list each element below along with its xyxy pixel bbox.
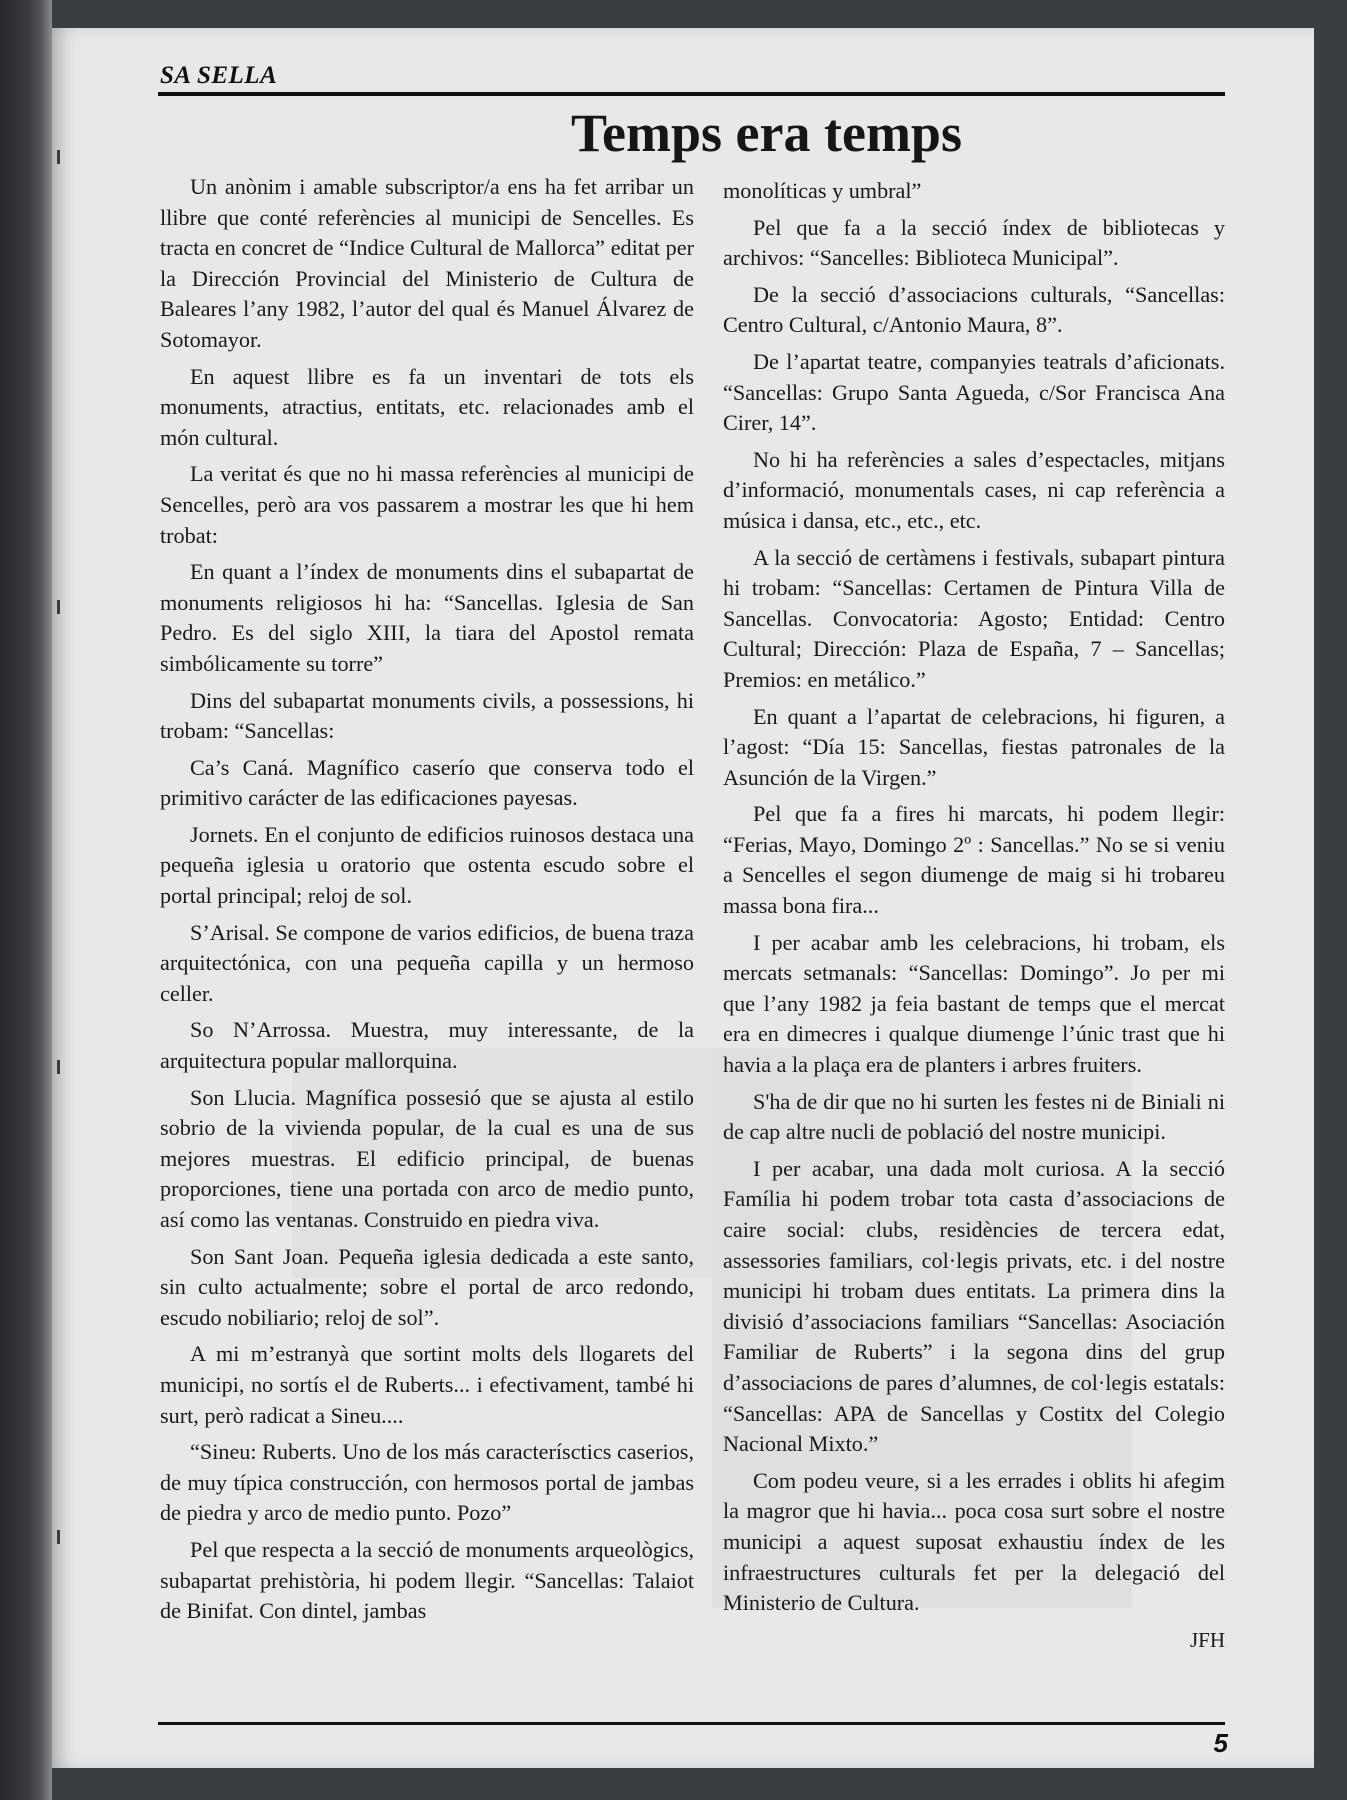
paragraph: “Sineu: Ruberts. Uno de los más caracterísctics caserios, de muy típica construcción, con hermosos portal de jambas de piedra y arco de medio punto. Pozo” [160,1439,694,1526]
paragraph: En quant a l’apartat de celebracions, hi figuren, a l’agost: “Día 15: Sancellas, fiestas patronales de la Asunción de la Virgen.” [723,703,1225,790]
left-column [160,172,694,1633]
paragraph: Son Sant Joan. Pequeña iglesia dedicada a este santo, sin culto actualmente; sobre el portal de arco redondo, escudo nobiliario; reloj de sol”. [160,1243,694,1330]
header-rule [158,92,1225,96]
paragraph: So N’Arrossa. Muestra, muy interessante, de la arquitectura popular mallorquina. [160,1017,694,1074]
paragraph: Pel que fa a la secció índex de bibliotecas y archivos: “Sancelles: Biblioteca Municipal”. [723,214,1225,271]
paragraph: No hi ha referències a sales d’espectacles, mitjans d’informació, monumentals cases, ni cap referència a música i dansa, etc., etc., etc. [723,446,1225,533]
paragraph: Com podeu veure, si a les errades i oblits hi afegim la magror que hi havia... poca cosa surt sobre el nostre municipi a aquest suposat exhaustiu índex de les infraestructures culturals fet per la delegació del Ministerio de Cultura. [723,1467,1225,1616]
paragraph: Son Llucia. Magnífica possesió que se ajusta al estilo sobrio de la vivienda popular, de la cual es una de sus mejores muestras. El edificio principal, de buenas proporciones, tiene una portada con arco de medio punto, así como las ventanas. Construido en piedra viva. [160,1084,694,1232]
paragraph: S’Arisal. Se compone de varios edificios, de buena traza arquitectónica, con una pequeña capilla y un hermoso celler. [160,919,694,1006]
binding-mark [57,1060,60,1074]
footer-rule [158,1722,1225,1725]
binding-mark [57,1530,60,1544]
paragraph: Ca’s Caná. Magnífico caserío que conserva todo el primitivo carácter de las edificaciones payesas. [160,754,694,811]
paragraph: monolíticas y umbral” [723,178,922,203]
binding-mark [57,600,60,614]
paragraph: En quant a l’índex de monuments dins el subapartat de monuments religiosos hi ha: “Sancellas. Iglesia de San Pedro. Es del siglo XIII, la tiara del Apostol remata simbólicamente su torre” [160,559,694,676]
page-number: 5 [1213,1728,1228,1758]
paragraph: Pel que fa a fires hi marcats, hi podem llegir: “Ferias, Mayo, Domingo 2º : Sancellas.” No se si veniu a Sencelles el segon diumenge de maig si hi trobareu massa bona fira... [723,801,1225,919]
author-signature: JFH [1189,1627,1225,1652]
paragraph: De la secció d’associacions culturals, “Sancellas: Centro Cultural, c/Antonio Maura, 8”. [723,281,1225,338]
article-title: Temps era temps [571,103,962,163]
paragraph: Un anònim i amable subscriptor/a ens ha fet arribar un llibre que conté referències al municipi de Sencelles. Es tracta en concret de “Indice Cultural de Mallorca” editat per la Dirección Provincial del Ministerio de Cultura de Baleares l’any 1982, l’autor del qual és Manuel Álvarez de Sotomayor. [160,174,694,352]
paragraph: I per acabar, una dada molt curiosa. A la secció Família hi podem trobar tota casta d’associacions de caire social: clubs, residències de tercera edat, assessories familiars, col·legis privats, etc. i del nostre municipi hi trobam dues entitats. La primera dins la divisió d’associacions familiars “Sancellas: Asociación Familiar de Ruberts” i la segona dins del grup d’associacions de pares d’alumnes, de col·legis estatals: “Sancellas: APA de Sancellas y Costitx del Colegio Nacional Mixto.” [723,1155,1225,1457]
paragraph: De l’apartat teatre, companyies teatrals d’aficionats. “Sancellas: Grupo Santa Agueda, c/Sor Francisca Ana Cirer, 14”. [723,348,1225,436]
paragraph: Jornets. En el conjunto de edificios ruinosos destaca una pequeña iglesia u oratorio que ostenta escudo sobre el portal principal; reloj de sol. [160,821,694,909]
paragraph: I per acabar amb les celebracions, hi trobam, els mercats setmanals: “Sancellas: Domingo”. Jo per mi que l’any 1982 ja feia bastant de temps que el mercat era en dimecres i qualque diumenge l’únic trast que hi havia a la plaça era de planters i arbres fruiters. [723,929,1225,1078]
binding-mark [57,150,60,164]
paragraph: S'ha de dir que no hi surten les festes ni de Biniali ni de cap altre nucli de població del nostre municipi. [723,1088,1225,1145]
paragraph: A mi m’estranyà que sortint molts dels llogarets del municipi, no sortís el de Ruberts... i efectivament, també hi surt, però radicat a Sineu.... [160,1341,694,1428]
paragraph: Dins del subapartat monuments civils, a possessions, hi trobam: “Sancellas: [160,687,694,744]
book-spine [0,0,52,1800]
running-head: SA SELLA [160,62,278,89]
paragraph: La veritat és que no hi massa referències al municipi de Sencelles, però ara vos passarem a mostrar les que hi hem trobat: [160,461,694,548]
right-column [723,176,1225,1661]
paragraph: Pel que respecta a la secció de monuments arqueològics, subapartat prehistòria, hi podem llegir. “Sancellas: Talaiot de Binifat. Con dintel, jambas [160,1536,694,1624]
paragraph: A la secció de certàmens i festivals, subapart pintura hi trobam: “Sancellas: Certamen de Pintura Villa de Sancellas. Convocatoria: Agosto; Entidad: Centro Cultural; Dirección: Plaza de España, 7 – Sancellas; Premios: en metálico.” [723,544,1225,692]
paragraph: En aquest llibre es fa un inventari de tots els monuments, atractius, entitats, etc. relacionades amb el món cultural. [160,363,694,450]
